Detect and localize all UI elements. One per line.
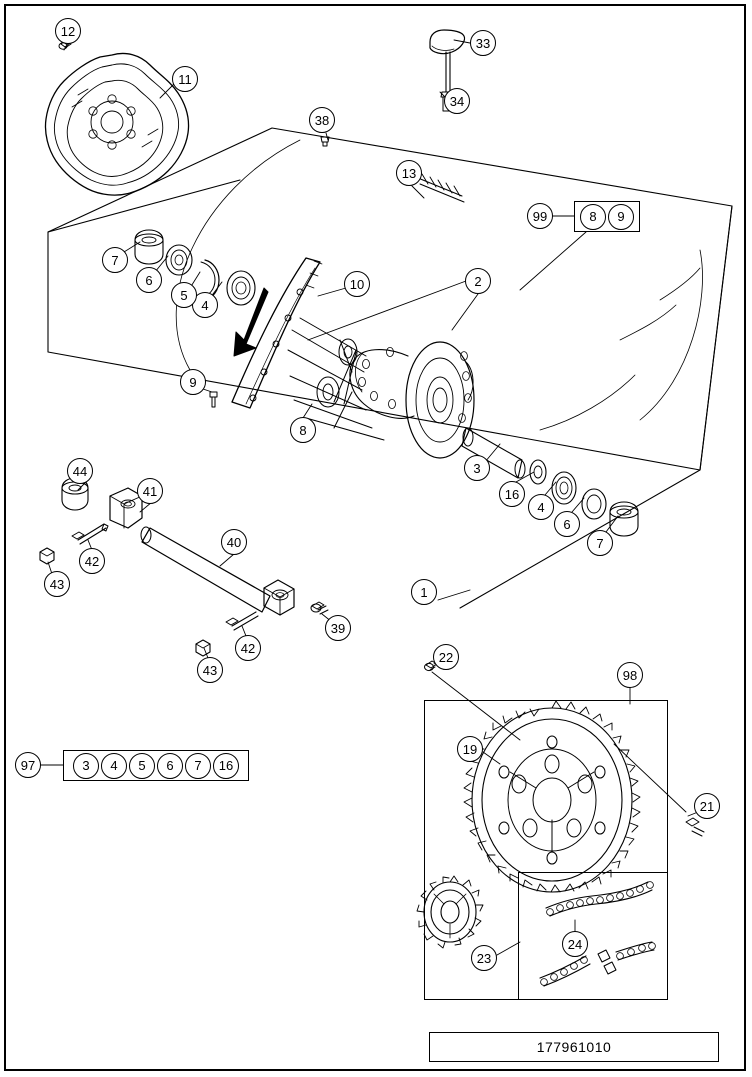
callout-label: 3 [82, 758, 90, 773]
callout-label: 38 [314, 112, 330, 128]
callout-label: 98 [622, 667, 638, 683]
callout-5[interactable] [171, 282, 197, 308]
callout-label: 3 [473, 460, 481, 476]
callout-6-right[interactable] [554, 511, 580, 537]
callout-label: 11 [178, 71, 192, 87]
callout-label: 39 [330, 620, 346, 636]
callout-98[interactable] [617, 662, 643, 688]
callout-label: 7 [111, 252, 119, 268]
kit-97-item-7[interactable] [185, 753, 211, 779]
callout-43-lower[interactable] [197, 657, 223, 683]
kit-97-item-5[interactable] [129, 753, 155, 779]
callout-label: 5 [180, 287, 188, 303]
kit-99-item-8[interactable] [580, 204, 606, 230]
callout-label: 16 [218, 758, 234, 773]
callout-label: 22 [438, 649, 454, 665]
callout-label: 43 [49, 576, 65, 592]
callout-label: 9 [189, 374, 197, 390]
kit-box-97 [63, 750, 249, 781]
callout-label: 4 [201, 297, 209, 313]
callout-12[interactable] [55, 18, 81, 44]
callout-34[interactable] [444, 88, 470, 114]
callout-label: 9 [617, 209, 625, 224]
callout-38[interactable] [309, 107, 335, 133]
kit-box-99 [574, 201, 640, 232]
callout-label: 8 [589, 209, 597, 224]
callout-label: 8 [299, 422, 307, 438]
callout-24[interactable] [562, 931, 588, 957]
callout-label: 16 [504, 486, 520, 502]
callout-label: 34 [449, 93, 465, 109]
callout-label: 12 [60, 23, 76, 39]
callout-1[interactable] [411, 579, 437, 605]
callout-label: 4 [537, 499, 545, 515]
callout-41[interactable] [137, 478, 163, 504]
callout-10[interactable] [344, 271, 370, 297]
callout-4-right[interactable] [528, 494, 554, 520]
callout-label: 2 [474, 273, 482, 289]
kit-97-item-4[interactable] [101, 753, 127, 779]
callout-label: 7 [596, 535, 604, 551]
callout-3[interactable] [464, 455, 490, 481]
callout-label: 6 [166, 758, 174, 773]
callout-2[interactable] [465, 268, 491, 294]
callout-97[interactable] [15, 752, 41, 778]
callout-22[interactable] [433, 644, 459, 670]
callout-label: 19 [462, 741, 478, 757]
callout-label: 21 [699, 798, 715, 814]
callout-19[interactable] [457, 736, 483, 762]
chain-kit-frame [518, 872, 668, 1000]
callout-label: 7 [194, 758, 202, 773]
callout-33[interactable] [470, 30, 496, 56]
callout-label: 42 [84, 553, 100, 569]
callout-23[interactable] [471, 945, 497, 971]
callout-label: 42 [240, 640, 256, 656]
callout-8[interactable] [290, 417, 316, 443]
callout-label: 24 [567, 936, 583, 952]
callout-label: 5 [138, 758, 146, 773]
callout-label: 4 [110, 758, 118, 773]
callout-44[interactable] [67, 458, 93, 484]
callout-39[interactable] [325, 615, 351, 641]
callout-label: 1 [420, 584, 428, 600]
callout-42-upper[interactable] [79, 548, 105, 574]
callout-label: 44 [72, 463, 88, 479]
callout-21[interactable] [694, 793, 720, 819]
drawing-number: 177961010 [536, 1039, 612, 1055]
callout-label: 13 [401, 165, 417, 181]
callout-99[interactable] [527, 203, 553, 229]
callout-label: 23 [476, 950, 492, 966]
callout-label: 6 [563, 516, 571, 532]
callout-label: 99 [532, 208, 548, 224]
callout-label: 43 [202, 662, 218, 678]
callout-11[interactable] [172, 66, 198, 92]
callout-label: 41 [142, 483, 158, 499]
callout-43-upper[interactable] [44, 571, 70, 597]
callout-label: 33 [475, 35, 491, 51]
callout-6-left[interactable] [136, 267, 162, 293]
drawing-number-block [429, 1032, 719, 1062]
callout-label: 6 [145, 272, 153, 288]
callout-label: 10 [349, 276, 365, 292]
kit-99-item-9[interactable] [608, 204, 634, 230]
callout-7-left[interactable] [102, 247, 128, 273]
callout-13[interactable] [396, 160, 422, 186]
callout-label: 97 [20, 757, 36, 773]
callout-9[interactable] [180, 369, 206, 395]
kit-97-item-16[interactable] [213, 753, 239, 779]
kit-97-item-3[interactable] [73, 753, 99, 779]
callout-7-right[interactable] [587, 530, 613, 556]
callout-16[interactable] [499, 481, 525, 507]
callout-label: 40 [226, 534, 242, 550]
kit-97-item-6[interactable] [157, 753, 183, 779]
callout-40[interactable] [221, 529, 247, 555]
callout-42-lower[interactable] [235, 635, 261, 661]
